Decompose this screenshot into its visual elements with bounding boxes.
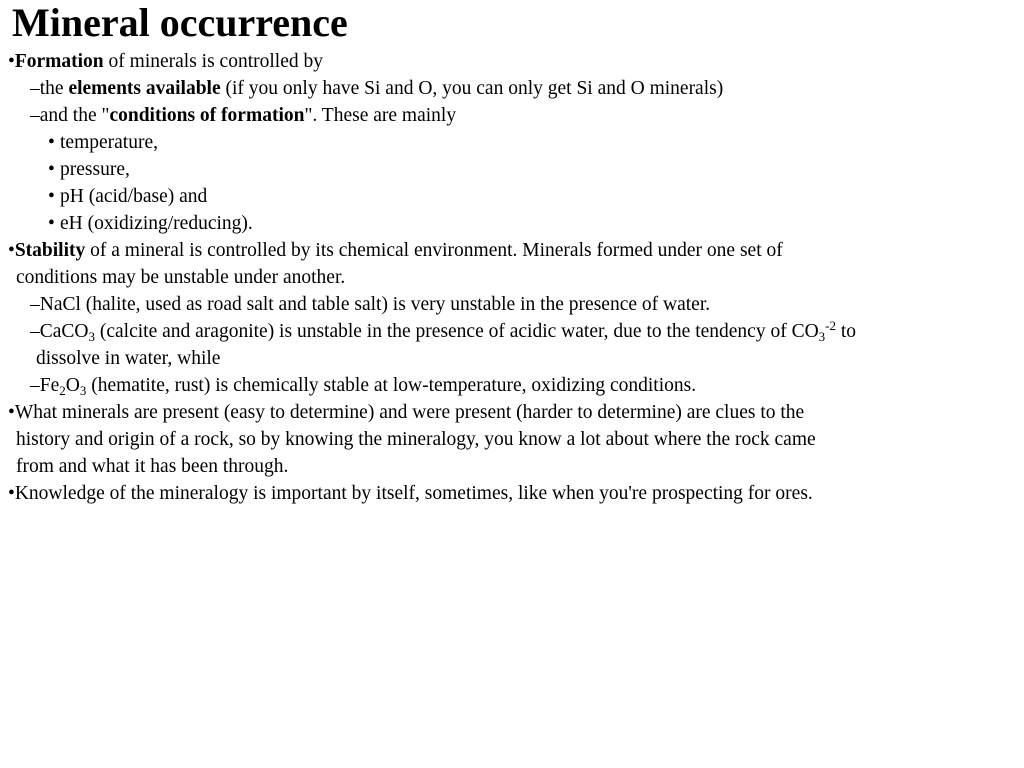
dash-mark: –	[30, 78, 40, 99]
small-bullet-mark: •	[48, 159, 55, 180]
bullet-continuation: from and what it has been through.	[16, 456, 289, 477]
sub-bullet-prefix: the	[39, 78, 69, 99]
bullet-bold-term: Stability	[14, 240, 86, 261]
formula-subscript: 3	[818, 329, 826, 344]
sub-bullet-nacl	[8, 291, 1018, 318]
bullet-mark: •	[8, 483, 15, 504]
bullet-text: What minerals are present (easy to determine) and were present (harder to determine) are clues to the	[14, 402, 805, 423]
small-bullet-mark: •	[48, 132, 55, 153]
formula-caco: CaCO	[39, 321, 89, 342]
sub-bullet-bold-term: elements available	[68, 78, 221, 99]
sub-bullet-elements	[8, 75, 1018, 102]
bullet-mark: •	[8, 51, 15, 72]
formula-fe: Fe	[39, 375, 60, 396]
sub-bullet-conditions	[8, 102, 1018, 129]
slide-title: Mineral occurrence	[12, 0, 348, 45]
bullet-text: Knowledge of the mineralogy is important by itself, sometimes, like when you're prospecting for ores.	[14, 483, 813, 504]
slide-body	[8, 48, 1018, 507]
condition-item-text: eH (oxidizing/reducing).	[60, 213, 253, 234]
small-bullet-mark: •	[48, 186, 55, 207]
sub-bullet-continuation: dissolve in water, while	[36, 348, 221, 369]
bullet-bold-term: Formation	[14, 51, 104, 72]
bullet-formation	[8, 48, 1018, 75]
formula-subscript: 3	[88, 329, 95, 344]
dash-mark: –	[30, 294, 40, 315]
bullet-mark: •	[8, 240, 15, 261]
formula-subscript: 2	[59, 383, 66, 398]
condition-item	[8, 156, 1018, 183]
sub-bullet-text: ". These are mainly	[304, 105, 457, 126]
formula-o: O	[65, 375, 80, 396]
bullet-minerals-clues	[8, 399, 1018, 426]
sub-bullet-prefix: and the "	[39, 105, 110, 126]
sub-bullet-text-end: to	[836, 321, 857, 342]
sub-bullet-text: (if you only have Si and O, you can only get Si and O minerals)	[220, 78, 724, 99]
formula-subscript: 3	[79, 383, 87, 398]
sub-bullet-text: NaCl (halite, used as road salt and table salt) is very unstable in the presence of water.	[39, 294, 711, 315]
condition-item	[8, 183, 1018, 210]
condition-item	[8, 129, 1018, 156]
bullet-continuation: history and origin of a rock, so by knowing the mineralogy, you know a lot about where the rock came	[16, 429, 816, 450]
condition-item	[8, 210, 1018, 237]
sub-bullet-fe2o3	[8, 372, 1018, 399]
formula-superscript: -2	[825, 318, 837, 333]
small-bullet-mark: •	[48, 213, 55, 234]
dash-mark: –	[30, 321, 40, 342]
sub-bullet-caco3	[8, 318, 1018, 345]
bullet-stability	[8, 237, 1018, 264]
sub-bullet-bold-term: conditions of formation	[109, 105, 305, 126]
bullet-knowledge	[8, 480, 1018, 507]
sub-bullet-text: (hematite, rust) is chemically stable at low-temperature, oxidizing conditions.	[86, 375, 697, 396]
condition-item-text: pH (acid/base) and	[60, 186, 208, 207]
bullet-text: of minerals is controlled by	[103, 51, 323, 72]
bullet-text: of a mineral is controlled by its chemical environment. Minerals formed under one set of	[85, 240, 783, 261]
bullet-mark: •	[8, 402, 15, 423]
condition-item-text: temperature,	[60, 132, 158, 153]
bullet-continuation: conditions may be unstable under another.	[16, 267, 346, 288]
sub-bullet-text: (calcite and aragonite) is unstable in the presence of acidic water, due to the tendency of CO	[95, 321, 819, 342]
dash-mark: –	[30, 105, 40, 126]
dash-mark: –	[30, 375, 40, 396]
condition-item-text: pressure,	[60, 159, 130, 180]
